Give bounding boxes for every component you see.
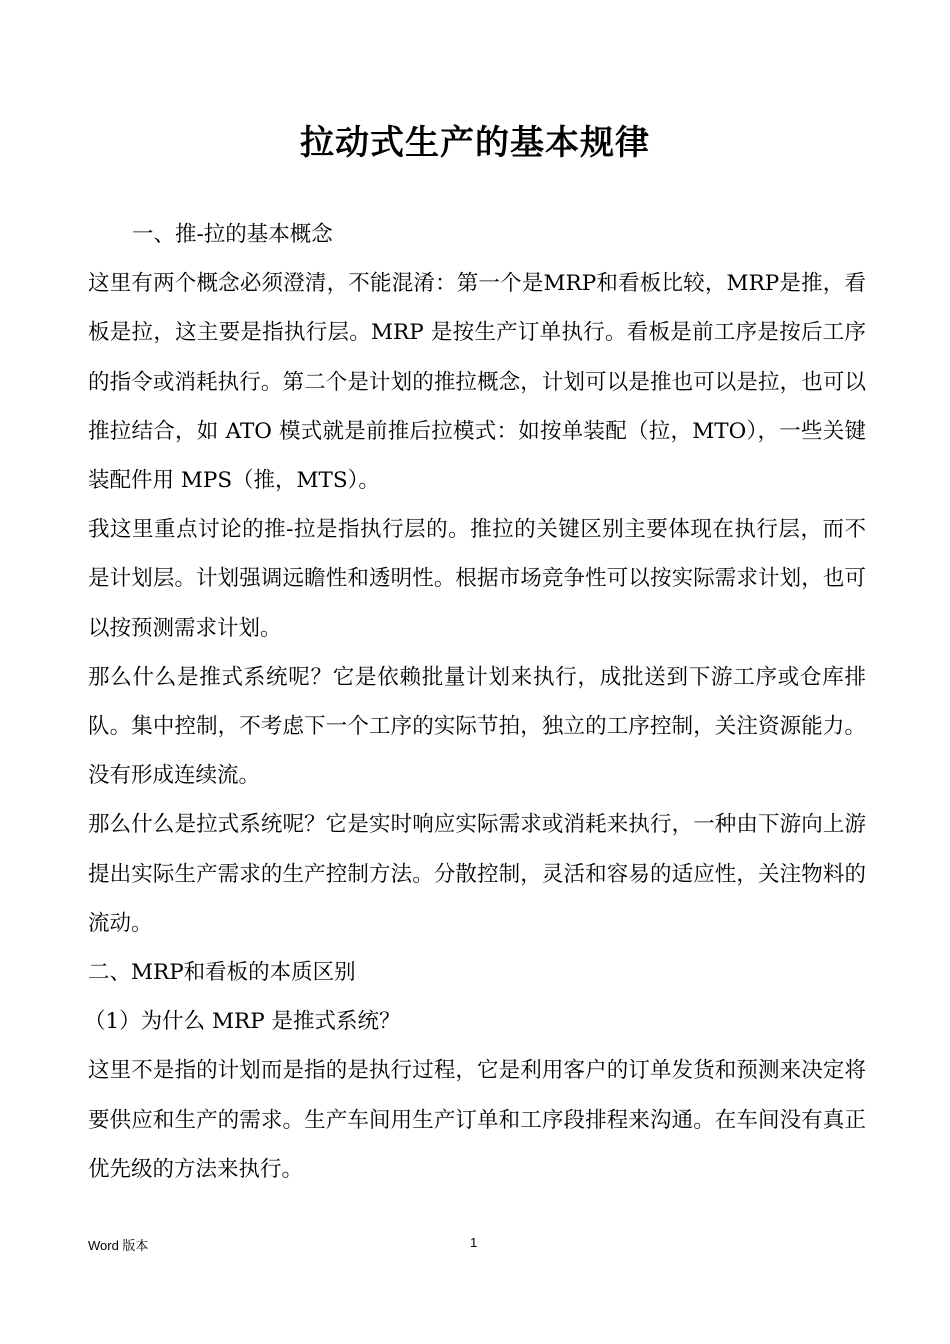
document-title: 拉动式生产的基本规律: [300, 123, 650, 163]
paragraph-3: 那么什么是推式系统呢？它是依赖批量计划来执行，成批送到下游工序或仓库排队。集中控制，不考虑下一个工序的实际节拍，独立的工序控制，关注资源能力。没有形成连续流。: [88, 664, 866, 789]
section-heading-2: 二、MRP和看板的本质区别: [88, 960, 356, 986]
paragraph-4: 那么什么是拉式系统呢？它是实时响应实际需求或消耗来执行，一种由下游向上游提出实际生产需求的生产控制方法。分散控制，灵活和容易的适应性，关注物料的流动。: [88, 812, 866, 936]
section-heading-1: 一、推-拉的基本概念: [132, 222, 333, 247]
page-number: 1: [470, 1235, 478, 1250]
document-body: [84, 210, 866, 1194]
paragraph-2: 我这里重点讨论的推-拉是指执行层的。推拉的关键区别主要体现在执行层，而不是计划层。计划强调远瞻性和透明性。根据市场竞争性可以按实际需求计划，也可以按预测需求计划。: [88, 517, 866, 641]
paragraph-5: 这里不是指的计划而是指的是执行过程，它是利用客户的订单发货和预测来决定将要供应和生产的需求。生产车间用生产订单和工序段排程来沟通。在车间没有真正优先级的方法来执行。: [88, 1058, 866, 1182]
paragraph-1: 这里有两个概念必须澄清，不能混淆：第一个是MRP和看板比较，MRP是推，看板是拉，这主要是指执行层。MRP 是按生产订单执行。看板是前工序是按后工序的指令或消耗执行。第二个是计划的推拉概念，计划可以是推也可以是拉，也可以推拉结合，如 ATO 模式就是前推后拉模式：如按单装配（拉，MTO），一些关键装配件用 MPS（推，MTS）。: [88, 271, 866, 494]
footer-label: Word 版本: [88, 1238, 149, 1253]
subheading-1: （1）为什么 MRP 是推式系统？: [84, 1009, 401, 1035]
